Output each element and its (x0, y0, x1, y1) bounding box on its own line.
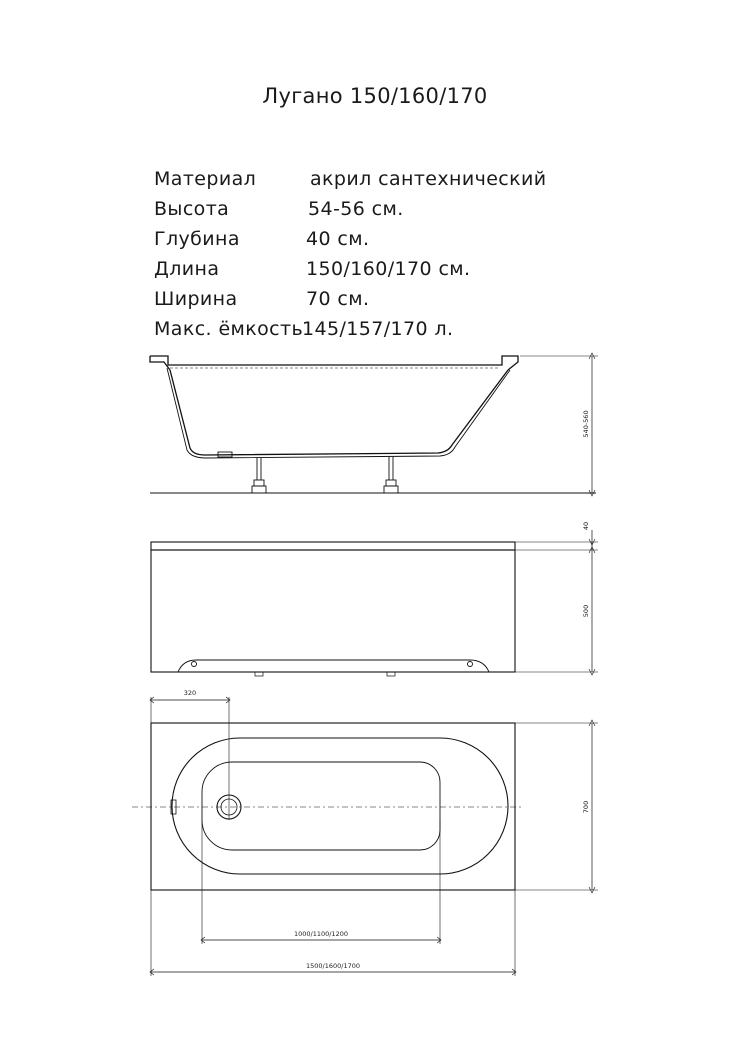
panel-screw (468, 662, 473, 667)
spec-value: 145/157/170 л. (302, 318, 454, 340)
spec-label: Макс. ёмкость (154, 318, 304, 340)
tub-rim-left (150, 356, 170, 370)
spec-value: 70 см. (306, 288, 370, 310)
front-panel-view (151, 530, 598, 676)
tub-shell (170, 370, 508, 455)
bowl-outer (172, 738, 508, 874)
support-legs (252, 457, 398, 493)
spec-value: 54-56 см. (308, 198, 404, 220)
side-profile-view (150, 353, 598, 496)
leg-foot (387, 672, 395, 676)
spec-value: акрил сантехнический (310, 168, 547, 190)
panel-cutout (178, 660, 489, 672)
spec-value: 40 см. (306, 228, 370, 250)
dim-rim: 40 (582, 521, 590, 531)
spec-value: 150/160/170 см. (306, 258, 471, 280)
dim-panel-height: 500 (582, 604, 590, 618)
dim-total-length: 1500/1600/1700 (305, 962, 361, 970)
bowl-bottom (202, 762, 440, 850)
dim-height: 540-560 (582, 410, 590, 438)
rim-band (151, 542, 515, 550)
spec-label: Глубина (154, 228, 240, 250)
spec-label: Материал (154, 168, 257, 190)
spec-label: Высота (154, 198, 230, 220)
spec-label: Длина (154, 258, 220, 280)
dim-width: 700 (582, 800, 590, 814)
panel-screw (192, 662, 197, 667)
spec-label: Ширина (154, 288, 238, 310)
leg-foot (255, 672, 263, 676)
dim-drain-offset: 320 (183, 689, 197, 697)
top-plan-view (132, 697, 598, 976)
front-panel (151, 550, 515, 672)
drawing-title: Лугано 150/160/170 (262, 84, 488, 108)
dim-bottom-length: 1000/1100/1200 (293, 930, 349, 938)
tub-shell-outer (167, 368, 510, 458)
